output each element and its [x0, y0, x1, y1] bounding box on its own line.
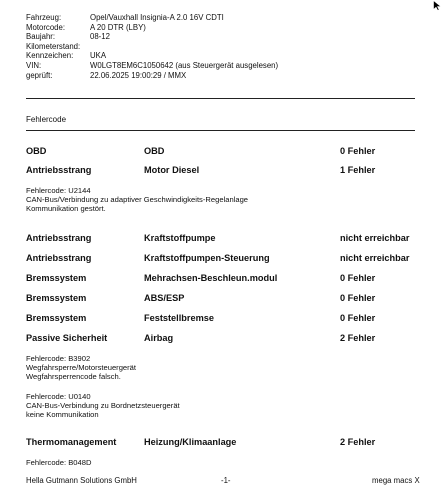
fault-status: 1 Fehler — [340, 165, 376, 175]
control-unit-row — [26, 293, 426, 307]
fault-status: 0 Fehler — [340, 146, 376, 156]
control-unit-row — [26, 253, 426, 267]
control-unit-row — [26, 333, 426, 347]
system-name: Passive Sicherheit — [26, 333, 108, 343]
vehicle-field-label: VIN: — [26, 60, 42, 70]
vehicle-field-value: W0LGT8EM6C1050642 (aus Steuergerät ausgelesen) — [90, 60, 279, 70]
divider — [26, 130, 415, 131]
vehicle-field-value: 08-12 — [90, 32, 110, 42]
module-name: Mehrachsen-Beschleun.modul — [144, 273, 278, 283]
vehicle-field-label: Motorcode: — [26, 22, 66, 32]
fault-status: nicht erreichbar — [340, 233, 410, 243]
system-name: Bremssystem — [26, 293, 87, 303]
control-unit-row — [26, 313, 426, 327]
fault-detail — [26, 354, 136, 382]
fault-detail — [26, 458, 91, 467]
system-name: Thermomanagement — [26, 437, 117, 447]
fault-description: Kommunikation gestört. — [26, 204, 106, 214]
module-name: Kraftstoffpumpe — [144, 233, 216, 243]
fault-status: nicht erreichbar — [340, 253, 410, 263]
vehicle-field-value: 22.06.2025 19:00:29 / MMX — [90, 70, 187, 80]
footer-page-number: -1- — [221, 476, 231, 485]
system-name: Antriebsstrang — [26, 233, 92, 243]
fault-description: keine Kommunikation — [26, 410, 99, 420]
cursor-icon — [433, 0, 442, 11]
vehicle-info-row — [26, 71, 278, 81]
vehicle-field-label: Kennzeichen: — [26, 51, 74, 61]
fault-status: 0 Fehler — [340, 293, 376, 303]
section-title: Fehlercode — [26, 115, 67, 124]
module-name: Airbag — [144, 333, 174, 343]
module-name: ABS/ESP — [144, 293, 185, 303]
fault-description: CAN-Bus/Verbindung zu adaptiver Geschwindigkeits-Regelanlage — [26, 195, 249, 205]
vehicle-field-value: Opel/Vauxhall Insignia-A 2.0 16V CDTI — [90, 13, 224, 22]
fault-code: Fehlercode: U0140 — [26, 392, 91, 401]
fault-description: Wegfahrsperre/Motorsteuergerät — [26, 363, 137, 373]
divider — [26, 98, 415, 99]
vehicle-field-label: geprüft: — [26, 70, 53, 80]
vehicle-field-value: A 20 DTR (LBY) — [90, 22, 146, 32]
footer-product: mega macs X — [372, 476, 420, 485]
fault-description: Wegfahrsperrencode falsch. — [26, 372, 121, 382]
control-unit-row — [26, 146, 426, 160]
vehicle-field-label: Baujahr: — [26, 32, 56, 42]
system-name: Antriebsstrang — [26, 165, 92, 175]
fault-code: Fehlercode: B3902 — [26, 354, 91, 363]
fault-description: CAN-Bus-Verbindung zu Bordnetzsteuergerät — [26, 401, 180, 411]
system-name: OBD — [26, 146, 47, 156]
fault-status: 2 Fehler — [340, 333, 376, 343]
vehicle-info-row — [26, 32, 278, 42]
control-unit-row — [26, 273, 426, 287]
fault-code: Fehlercode: U2144 — [26, 186, 91, 195]
module-name: Feststellbremse — [144, 313, 214, 323]
module-name: OBD — [144, 146, 165, 156]
vehicle-info-row — [26, 13, 278, 23]
vehicle-info-row — [26, 42, 278, 52]
fault-status: 2 Fehler — [340, 437, 376, 447]
vehicle-field-value: UKA — [90, 51, 107, 61]
control-unit-row — [26, 165, 426, 179]
module-name: Kraftstoffpumpen-Steuerung — [144, 253, 270, 263]
fault-detail — [26, 392, 180, 420]
module-name: Motor Diesel — [144, 165, 200, 175]
control-unit-row — [26, 437, 426, 451]
vehicle-info-row — [26, 23, 278, 33]
fault-code: Fehlercode: B048D — [26, 458, 92, 467]
vehicle-info — [26, 13, 278, 80]
vehicle-info-row — [26, 61, 278, 71]
fault-detail — [26, 186, 248, 214]
vehicle-field-label: Fahrzeug: — [26, 13, 62, 22]
vehicle-field-label: Kilometerstand: — [26, 41, 81, 51]
system-name: Bremssystem — [26, 273, 87, 283]
system-name: Antriebsstrang — [26, 253, 92, 263]
fault-status: 0 Fehler — [340, 273, 376, 283]
fault-status: 0 Fehler — [340, 313, 376, 323]
vehicle-info-row — [26, 51, 278, 61]
footer-company: Hella Gutmann Solutions GmbH — [26, 476, 137, 485]
module-name: Heizung/Klimaanlage — [144, 437, 237, 447]
control-unit-row — [26, 233, 426, 247]
system-name: Bremssystem — [26, 313, 87, 323]
